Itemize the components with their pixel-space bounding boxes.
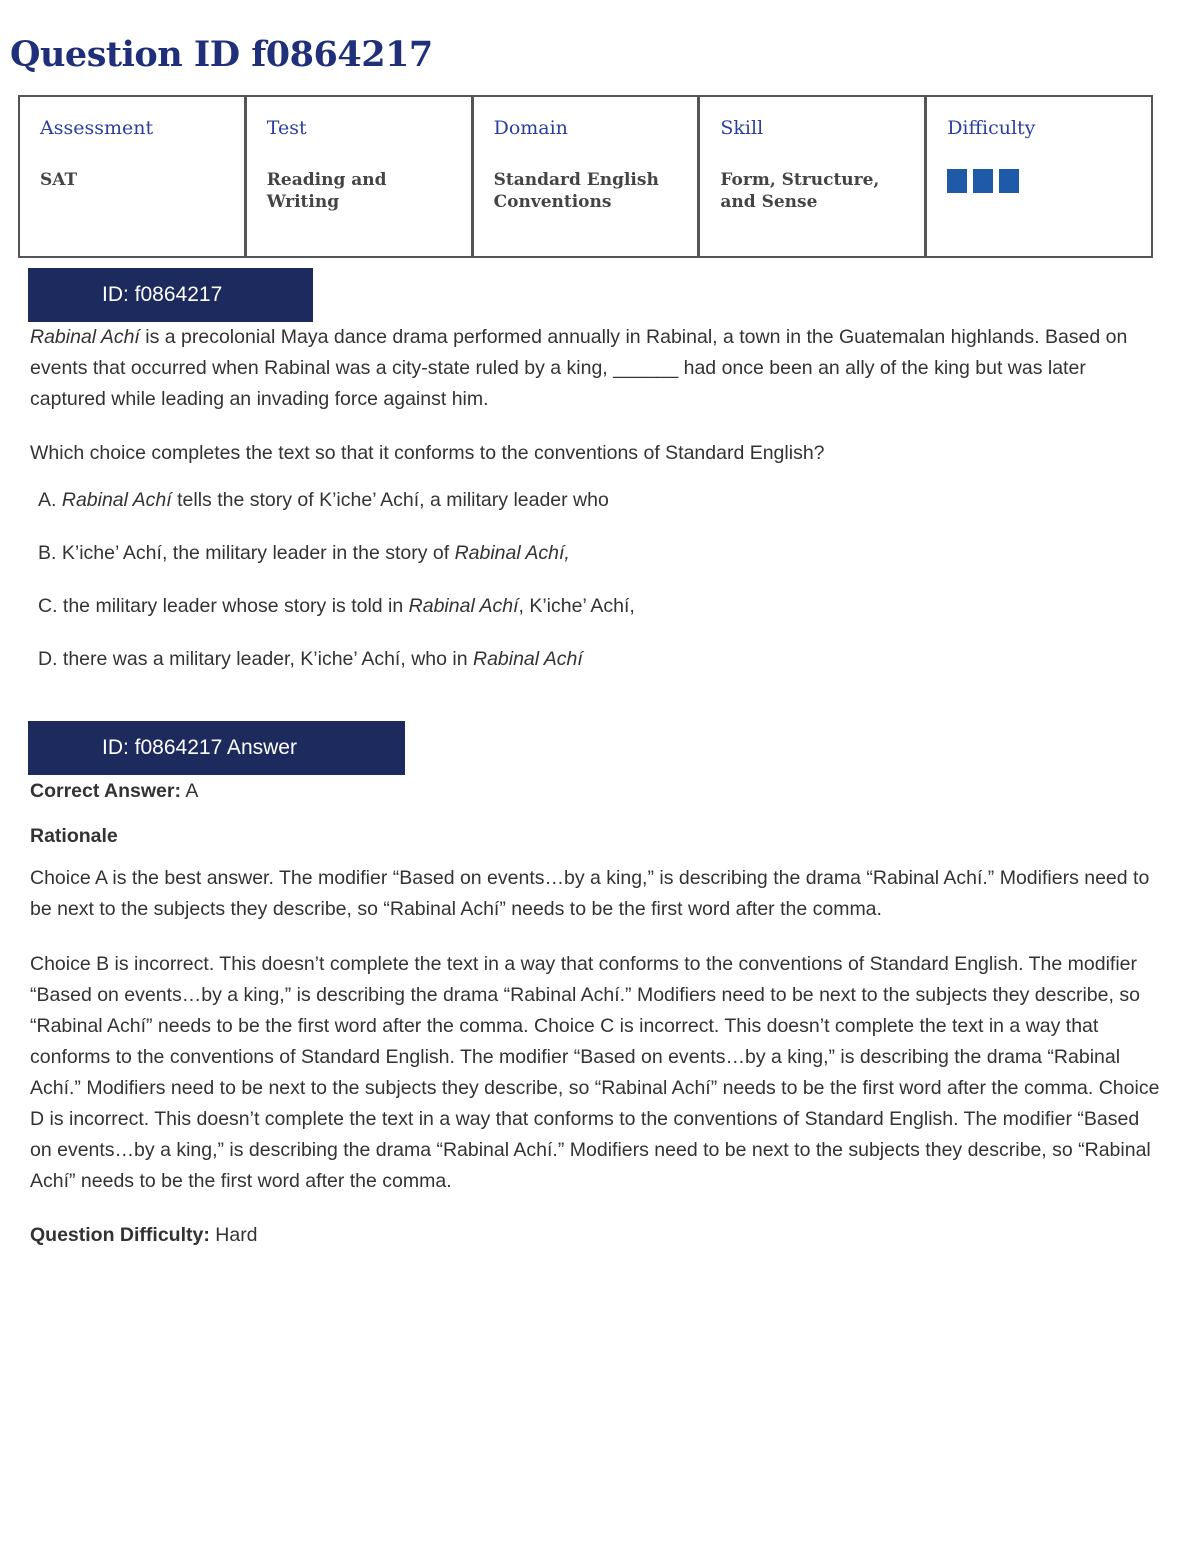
rationale-heading: Rationale <box>30 825 118 847</box>
question-id-banner: ID: f0864217 <box>28 268 313 322</box>
choice-text: K’iche’ Achí, the military leader in the story of <box>61 542 455 564</box>
choice-italic: Rabinal Achí, <box>454 542 570 564</box>
choice-a <box>38 489 609 512</box>
passage-body: is a precolonial Maya dance drama performed annually in Rabinal, a town in the Guatemalan highlands. Based on events that occurred when Rabinal was a city-state ruled by a king, ______ had once been an ally of the king but was later captured while leading an invading force against him. <box>30 326 1128 410</box>
passage-text <box>30 322 1160 415</box>
difficulty-label: Question Difficulty: <box>30 1224 210 1246</box>
correct-answer <box>30 780 198 803</box>
meta-difficulty <box>927 97 1151 256</box>
choice-d <box>38 648 583 671</box>
meta-label: Skill <box>720 117 764 139</box>
meta-value: Form, Structure, and Sense <box>720 170 880 212</box>
choice-italic: Rabinal Achí <box>408 595 519 617</box>
question-prompt: Which choice completes the text so that it conforms to the conventions of Standard English? <box>30 442 825 464</box>
meta-label: Assessment <box>40 117 154 139</box>
rationale-paragraph: Choice B is incorrect. This doesn’t complete the text in a way that conforms to the conventions of Standard English. The modifier “Based on events…by a king,” is describing the drama “Rabinal Achí.” Modifiers need to be next to the subjects they describe, so “Rabinal Achí” needs to be the first word after the comma. Choice C is incorrect. This doesn’t complete the text in a way that conforms to the conventions of Standard English. The modifier “Based on events…by a king,” is describing the drama “Rabinal Achí.” Modifiers need to be next to the subjects they describe, so “Rabinal Achí” needs to be the first word after the comma. Choice D is incorrect. This doesn’t complete the text in a way that conforms to the conventions of Standard English. The modifier “Based on events…by a king,” is describing the drama “Rabinal Achí.” Modifiers need to be next to the subjects they describe, so “Rabinal Achí” needs to be the first word after the comma. <box>30 953 1160 1192</box>
meta-label: Test <box>266 117 307 139</box>
correct-answer-label: Correct Answer: <box>30 780 181 802</box>
meta-domain <box>474 97 701 256</box>
choice-text: , K’iche’ Achí, <box>518 595 635 617</box>
choice-italic: Rabinal Achí <box>472 648 583 670</box>
meta-test <box>247 97 474 256</box>
difficulty-square <box>973 169 993 193</box>
metadata-table <box>18 95 1153 258</box>
choice-letter: C. <box>38 595 58 617</box>
rationale-paragraph: Choice A is the best answer. The modifier “Based on events…by a king,” is describing the drama “Rabinal Achí.” Modifiers need to be next to the subjects they describe, so “Rabinal Achí” needs to be the first word after the comma. <box>30 867 1150 920</box>
choice-text: the military leader whose story is told in <box>62 595 409 617</box>
meta-skill <box>700 97 927 256</box>
difficulty-indicator <box>947 169 1151 193</box>
choice-b <box>38 542 570 565</box>
meta-value: Standard English Conventions <box>493 170 659 212</box>
answer-id-banner: ID: f0864217 Answer <box>28 721 405 775</box>
choice-text: there was a military leader, K’iche’ Achí, who in <box>62 648 473 670</box>
choice-c <box>38 595 635 618</box>
meta-value: Reading and Writing <box>266 170 387 212</box>
meta-assessment <box>20 97 247 256</box>
choice-italic: Rabinal Achí <box>61 489 172 511</box>
passage-title: Rabinal Achí <box>30 326 140 348</box>
question-difficulty <box>30 1224 258 1247</box>
difficulty-square <box>999 169 1019 193</box>
correct-answer-value: A <box>185 780 199 802</box>
difficulty-square <box>947 169 967 193</box>
choice-letter: B. <box>38 542 57 564</box>
meta-label: Difficulty <box>947 117 1036 139</box>
choice-letter: D. <box>38 648 58 670</box>
meta-value: SAT <box>40 170 78 190</box>
page-title: Question ID f0864217 <box>10 34 433 75</box>
difficulty-value: Hard <box>215 1224 258 1246</box>
choice-letter: A. <box>38 489 57 511</box>
choice-text: tells the story of K’iche’ Achí, a military leader who <box>171 489 609 511</box>
meta-label: Domain <box>493 117 568 139</box>
